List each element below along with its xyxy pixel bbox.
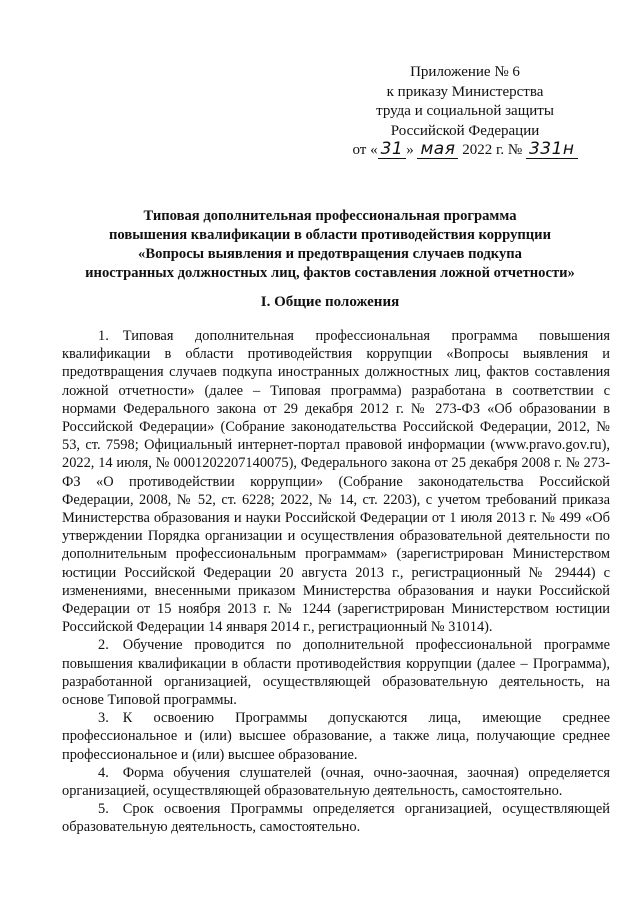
paragraph-number: 4.: [98, 764, 109, 781]
paragraph-text: К освоению Программы допускаются лица, имеющие среднее профессиональное и (или) высшее образование, а также лица, получающие среднее профессиональное и (или) высшее образование.: [62, 710, 610, 763]
paragraph-number: 1.: [98, 328, 109, 344]
order-year: 2022 г. №: [462, 142, 523, 158]
paragraph-4: [62, 764, 610, 800]
appendix-line-1: Приложение № 6: [410, 64, 520, 80]
handwritten-month: мая: [417, 141, 458, 159]
paragraph-number: 3.: [98, 710, 109, 727]
section-heading: I. Общие положения: [260, 294, 400, 310]
title-line-4: иностранных должностных лиц, фактов составления ложной отчетности»: [85, 265, 575, 281]
paragraph-5: [62, 800, 610, 836]
paragraph-number: 2.: [98, 637, 109, 654]
date-mid: »: [406, 142, 414, 158]
paragraph-text: Типовая дополнительная профессиональная программа повышения квалификации в области противодействия коррупции «Вопросы выявления и предотвращения случаев подкупа иностранных должностных лиц, фактов составления ложной отчетности» (далее – Типовая программа) разработана в соответствии с нормами Федерального закона от 29 декабря 2012 г. № 273-ФЗ «Об образовании в Российской Федерации» (Собрание законодательства Российской Федерации, 2012, № 53, ст. 7598; Официальный интернет-портал правовой информации (www.pravo.gov.ru), 2022, 14 июля, № 0001202207140075), Федерального закона от 25 декабря 2008 г. № 273-ФЗ «О противодействии коррупции» (Собрание законодательства Российской Федерации, 2008, № 52, ст. 6228; 2022, № 14, ст. 2203), с учетом требований приказа Министерства образования и науки Российской Федерации от 1 июля 2013 г. № 499 «Об утверждении Порядка организации и осуществления образовательной деятельности по дополнительным профессиональным программам» (зарегистрирован Министерством юстиции Российской Федерации 20 августа 2013 г., регистрационный № 29444) с изменениями, внесенными приказом Министерства образования и науки Российской Федерации от 15 ноября 2013 г. № 1244 (зарегистрирован Министерством юстиции Российской Федерации 14 января 2014 г., регистрационный № 31014).: [62, 328, 610, 636]
paragraph-number: 5.: [98, 801, 109, 818]
paragraph-text: Обучение проводится по дополнительной профессиональной программе повышения квалификации в области противодействия коррупции (далее – Программа), разработанной организацией, осуществляющей образовательную деятельность, на основе Типовой программы.: [62, 637, 610, 709]
title-line-3: «Вопросы выявления и предотвращения случаев подкупа: [138, 246, 522, 262]
order-date-line: [330, 141, 600, 161]
title-line-1: Типовая дополнительная профессиональная программа: [143, 208, 517, 224]
handwritten-day: 31: [378, 141, 407, 159]
paragraph-1: [62, 327, 610, 636]
paragraph-2: [62, 636, 610, 709]
title-line-2: повышения квалификации в области противодействия коррупции: [109, 227, 551, 243]
paragraph-text: Срок освоения Программы определяется организацией, осуществляющей образовательную деятельность, самостоятельно.: [62, 801, 610, 836]
handwritten-order-number: 331н: [526, 141, 578, 159]
document-title: [40, 207, 620, 283]
appendix-line-2: к приказу Министерства: [386, 83, 544, 100]
document-body: [62, 327, 610, 837]
appendix-line-4: Российской Федерации: [390, 122, 540, 139]
paragraph-text: Форма обучения слушателей (очная, очно-заочная, заочная) определяется организацией, осуществляющей образовательную деятельность, самостоятельно.: [62, 764, 610, 800]
date-prefix: от «: [352, 142, 378, 158]
appendix-header: [330, 63, 600, 161]
paragraph-3: [62, 709, 610, 764]
appendix-line-3: труда и социальной защиты: [376, 103, 554, 119]
